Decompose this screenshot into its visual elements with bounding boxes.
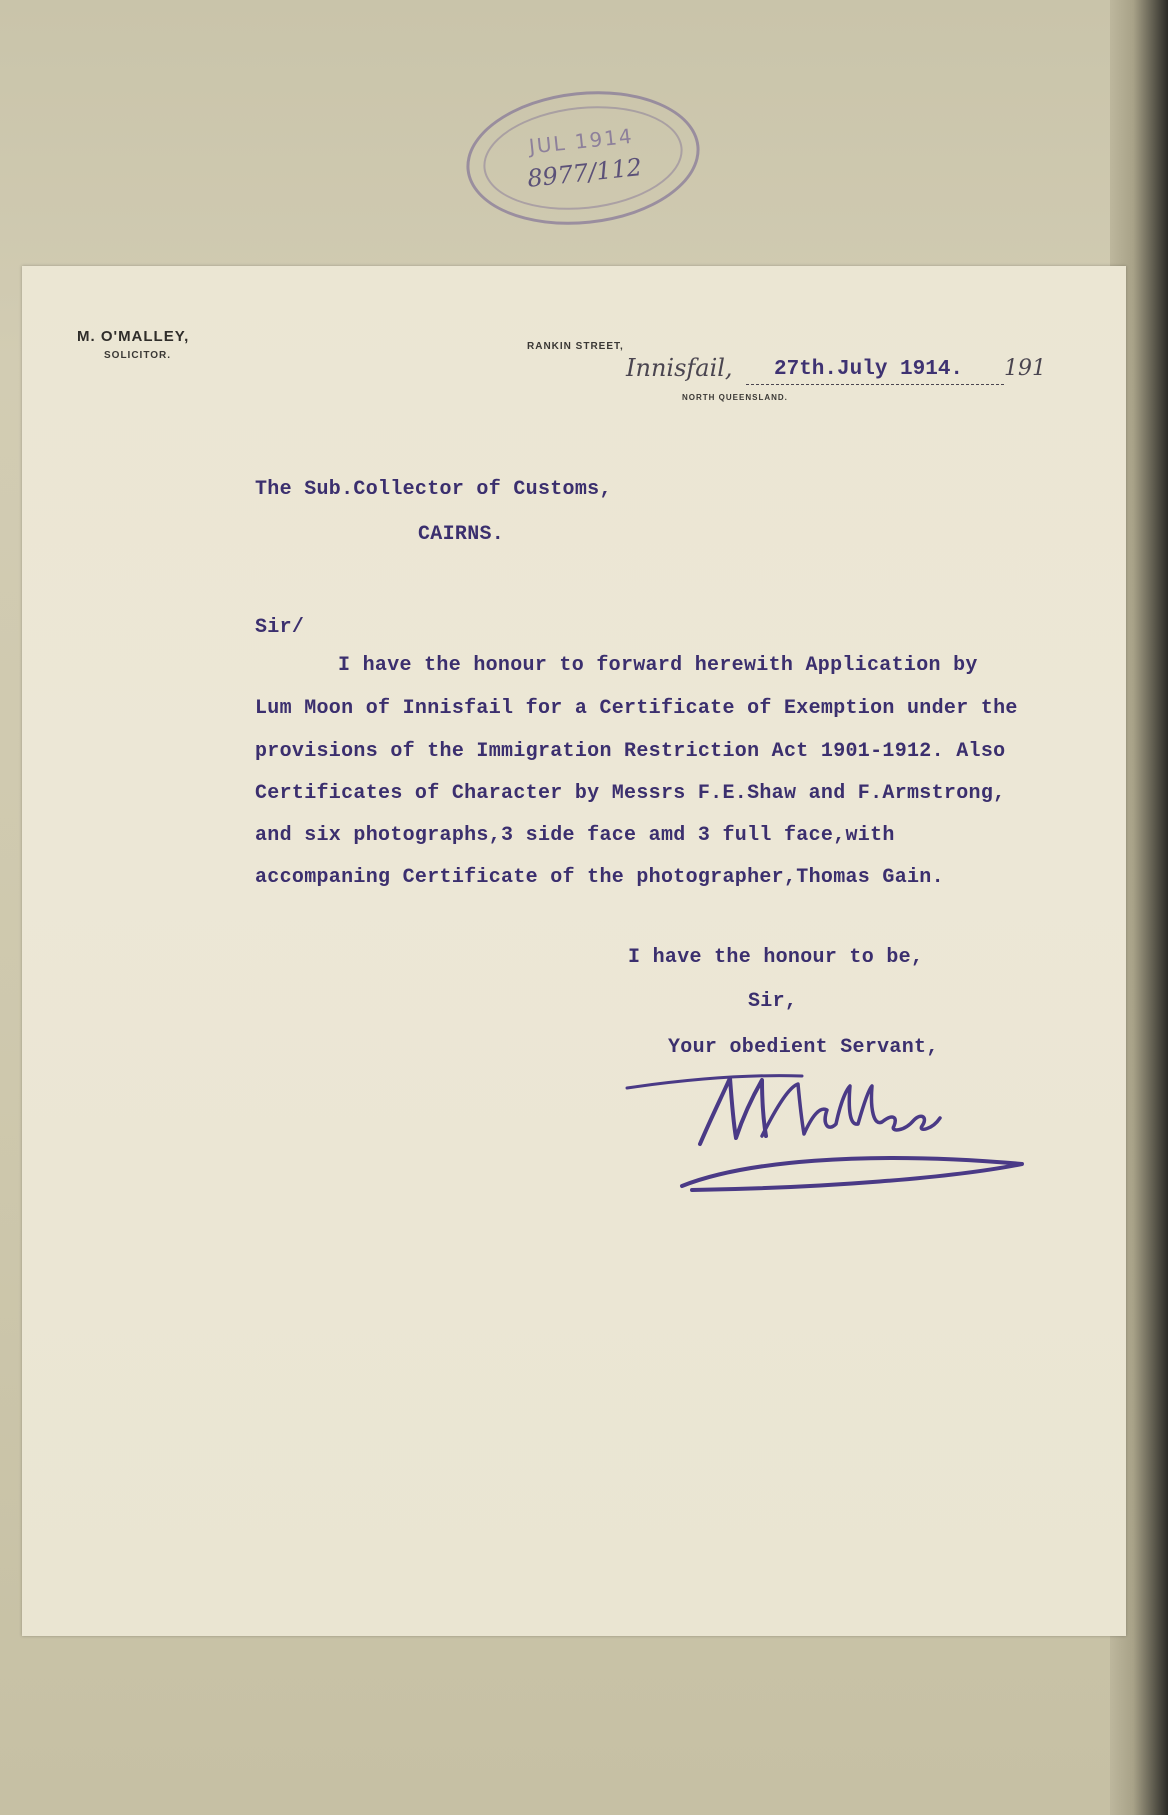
letterhead-year-prefix: 191	[1004, 356, 1046, 381]
letterhead-title: SOLICITOR.	[104, 350, 172, 361]
letterhead-region: NORTH QUEENSLAND.	[682, 393, 788, 402]
letterhead-town: Innisfail,	[626, 354, 733, 382]
date-underline	[746, 384, 1004, 385]
closing-line-2: Sir,	[748, 990, 798, 1013]
body-line-6: accompaning Certificate of the photographer,Thomas Gain.	[255, 866, 944, 889]
stamp-reference-number: 8977/112	[525, 152, 644, 193]
body-line-4: Certificates of Character by Messrs F.E.Shaw and F.Armstrong,	[255, 782, 1006, 805]
body-line-5: and six photographs,3 side face amd 3 full face,with	[255, 824, 895, 847]
closing-line-1: I have the honour to be,	[628, 946, 924, 969]
salutation: Sir/	[255, 616, 305, 639]
recipient-line-1: The Sub.Collector of Customs,	[255, 478, 612, 501]
recipient-line-2: CAIRNS.	[418, 523, 505, 546]
body-line-1: I have the honour to forward herewith Application by	[338, 654, 978, 677]
signature-strokes	[627, 1076, 1022, 1190]
stamp-date: JUL 1914	[527, 123, 635, 159]
letter-date: 27th.July 1914.	[774, 358, 964, 381]
letterhead-name: M. O'MALLEY,	[77, 328, 190, 345]
closing-line-3: Your obedient Servant,	[668, 1036, 939, 1059]
body-line-3: provisions of the Immigration Restriction Act 1901-1912. Also	[255, 740, 1006, 763]
letter-page	[22, 266, 1126, 1636]
letterhead-street: RANKIN STREET,	[527, 341, 624, 352]
body-line-2: Lum Moon of Innisfail for a Certificate of Exemption under the	[255, 697, 1018, 720]
handwritten-signature	[622, 1066, 1042, 1196]
